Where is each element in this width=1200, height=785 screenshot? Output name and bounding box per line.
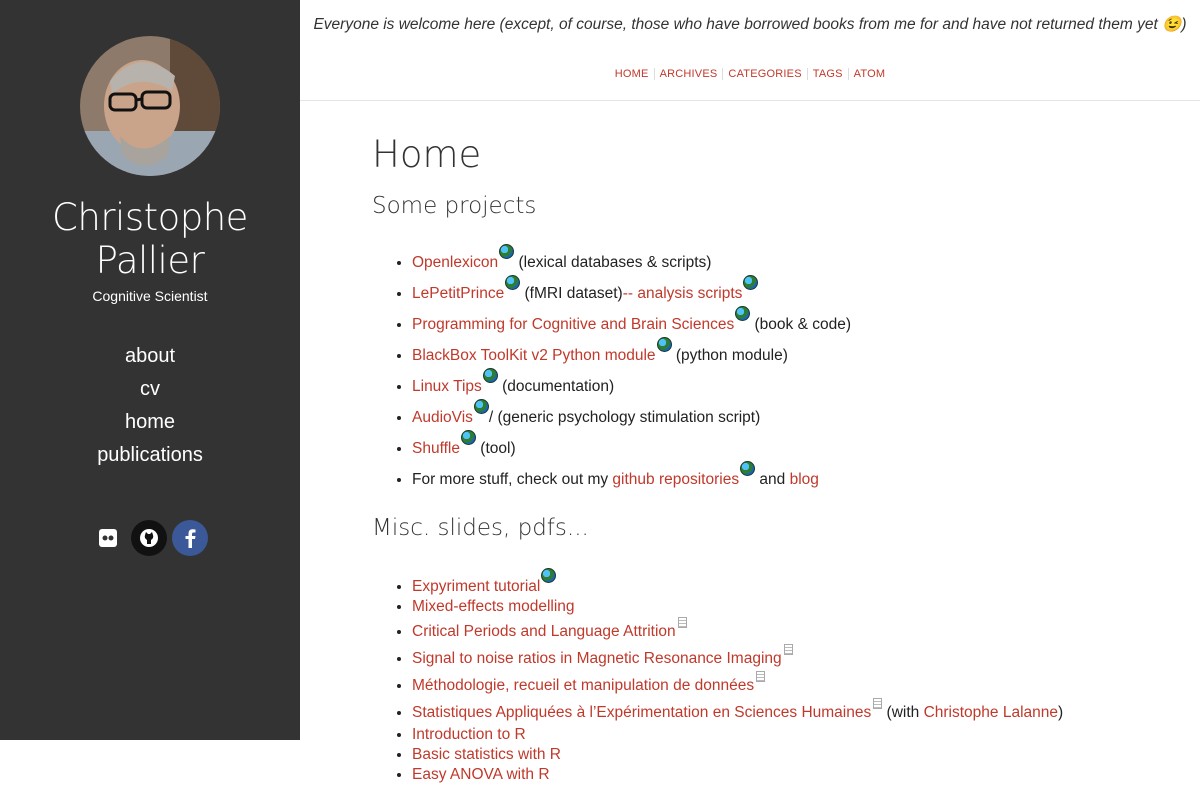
pdf-icon: [756, 671, 765, 682]
author-first-name: Christophe: [52, 196, 248, 239]
sidebar-link-publications[interactable]: publications: [97, 444, 203, 466]
project-link-openlexicon[interactable]: Openlexicon: [412, 254, 499, 271]
sidebar-link-about[interactable]: about: [124, 345, 176, 367]
list-item: [412, 617, 1152, 644]
list-item: [412, 244, 1152, 275]
project-link-analysis-scripts[interactable]: analysis scripts: [637, 285, 743, 302]
site-author-name: [0, 196, 300, 282]
social-links: [90, 520, 210, 556]
github-icon[interactable]: [131, 520, 167, 556]
globe-icon: [483, 368, 498, 383]
avatar: [80, 36, 220, 176]
sidebar-link-cv[interactable]: cv: [140, 378, 160, 400]
misc-list: [372, 568, 1152, 785]
close-paren: ): [1058, 704, 1064, 721]
sidebar-link-home[interactable]: home: [124, 411, 176, 433]
list-item: [412, 275, 1152, 306]
misc-link-statistiques[interactable]: Statistiques Appliquées à l’Expérimentation en Sciences Humaines: [412, 704, 872, 721]
list-item: [412, 399, 1152, 430]
globe-icon: [740, 461, 755, 476]
project-link-linux-tips[interactable]: Linux Tips: [412, 378, 482, 395]
list-item: [412, 568, 1152, 597]
with-text: (with: [882, 704, 924, 721]
author-last-name: Pallier: [95, 239, 205, 282]
globe-icon: [461, 430, 476, 445]
sidebar-nav: [0, 340, 300, 472]
globe-icon: [474, 399, 489, 414]
list-item: [412, 671, 1152, 698]
project-desc: (fMRI dataset): [520, 285, 623, 302]
list-item: [412, 597, 1152, 617]
author-subtitle: Cognitive Scientist: [92, 288, 208, 304]
nav-categories[interactable]: CATEGORIES: [722, 68, 806, 80]
nav-tags[interactable]: TAGS: [807, 68, 848, 80]
project-link-shuffle[interactable]: Shuffle: [412, 440, 460, 457]
github-repositories-link[interactable]: github repositories: [612, 471, 740, 488]
globe-icon: [735, 306, 750, 321]
project-desc: (tool): [475, 440, 516, 457]
project-desc: (lexical databases & scripts): [514, 254, 712, 271]
list-item: [412, 745, 1152, 765]
pdf-icon: [784, 644, 793, 655]
list-item: [412, 461, 1152, 492]
page-title: Home: [372, 133, 482, 176]
list-item: [412, 430, 1152, 461]
misc-link-expyriment[interactable]: Expyriment tutorial: [412, 578, 541, 595]
list-item: [412, 368, 1152, 399]
list-item: [412, 698, 1152, 725]
misc-link-intro-r[interactable]: Introduction to R: [412, 726, 526, 743]
project-link-lepetitprince[interactable]: LePetitPrince: [412, 285, 505, 302]
list-item: [412, 644, 1152, 671]
projects-list: [372, 244, 1152, 492]
project-desc: (documentation): [497, 378, 615, 395]
list-item: [412, 306, 1152, 337]
christophe-lalanne-link[interactable]: Christophe Lalanne: [923, 704, 1059, 721]
facebook-icon[interactable]: [172, 520, 208, 556]
nav-atom[interactable]: ATOM: [848, 68, 891, 80]
pdf-icon: [678, 617, 687, 628]
site-tagline: Everyone is welcome here (except, of course, those who have borrowed books from me for and have not returned them yet 😉): [313, 16, 1187, 33]
project-link-programming-book[interactable]: Programming for Cognitive and Brain Sciences: [412, 316, 735, 333]
globe-icon: [499, 244, 514, 259]
list-item: [412, 725, 1152, 745]
more-stuff-text: For more stuff, check out my: [412, 471, 613, 488]
misc-link-critical-periods[interactable]: Critical Periods and Language Attrition: [412, 623, 676, 640]
and-text: and: [755, 471, 790, 488]
separator: --: [622, 285, 638, 302]
nav-home[interactable]: HOME: [614, 68, 649, 80]
blog-link[interactable]: blog: [789, 471, 819, 488]
site-header: [300, 0, 1200, 101]
top-nav: [300, 68, 1200, 80]
misc-link-easy-anova-r[interactable]: Easy ANOVA with R: [412, 766, 550, 783]
list-item: [412, 765, 1152, 785]
project-desc: (python module): [671, 347, 788, 364]
flickr-icon[interactable]: [90, 520, 126, 556]
misc-heading: Misc. slides, pdfs...: [372, 515, 589, 541]
globe-icon: [743, 275, 758, 290]
globe-icon: [505, 275, 520, 290]
project-link-blackbox-toolkit[interactable]: BlackBox ToolKit v2 Python module: [412, 347, 656, 364]
misc-link-mixed-effects[interactable]: Mixed-effects modelling: [412, 598, 575, 615]
project-link-audiovis[interactable]: AudioVis: [412, 409, 473, 426]
globe-icon: [541, 568, 556, 583]
list-item: [412, 337, 1152, 368]
sidebar: [0, 0, 300, 740]
main-content: [372, 130, 1152, 785]
misc-link-methodologie[interactable]: Méthodologie, recueil et manipulation de données: [412, 677, 755, 694]
pdf-icon: [873, 698, 882, 709]
nav-archives[interactable]: ARCHIVES: [654, 68, 723, 80]
misc-link-snr-mri[interactable]: Signal to noise ratios in Magnetic Resonance Imaging: [412, 650, 782, 667]
globe-icon: [657, 337, 672, 352]
project-desc: / (generic psychology stimulation script): [488, 409, 761, 426]
project-desc: (book & code): [750, 316, 852, 333]
projects-heading: Some projects: [372, 193, 537, 219]
misc-link-basic-stats-r[interactable]: Basic statistics with R: [412, 746, 562, 763]
